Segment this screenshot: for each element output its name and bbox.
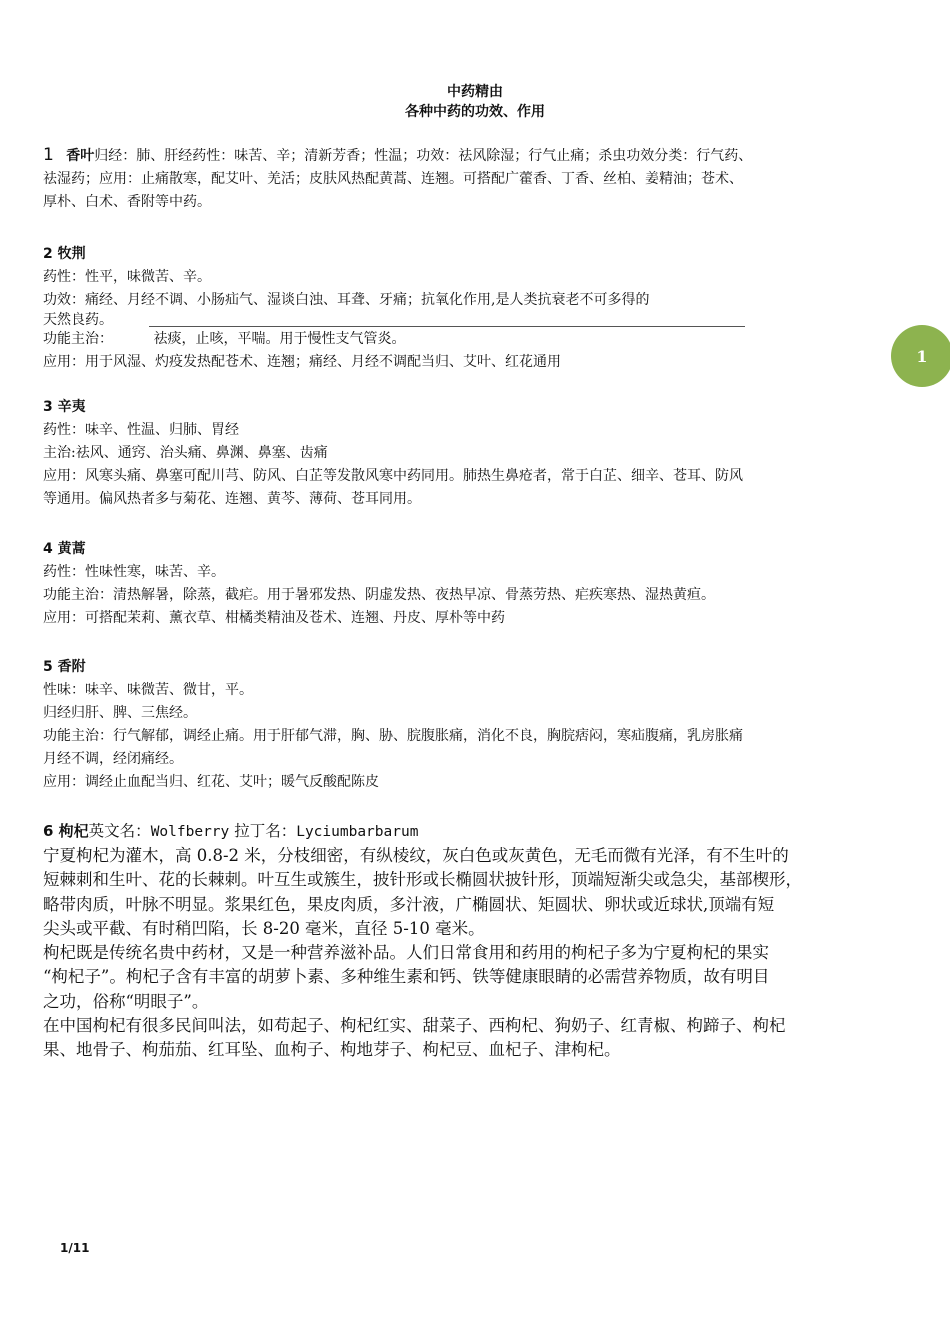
section-xiangye (43, 143, 913, 214)
document-title: 中药精由 (447, 84, 503, 100)
section-text: 应用：风寒头痛、鼻塞可配川芎、防风、白芷等发散风寒中药同用。肺热生鼻疮者，常于白芷、细辛、苍耳、防风 (43, 468, 743, 484)
section-huanghao (43, 538, 913, 630)
section-text: 性味：味辛、味微苦、微甘，平。 (43, 682, 253, 698)
section-text: 之功，俗称“明眼子”。 (43, 991, 209, 1011)
english-name-label: 英文名： (88, 822, 151, 840)
document-subtitle: 各种中药的功效、作用 (405, 104, 545, 120)
section-text: 应用：可搭配茉莉、薰衣草、柑橘类精油及苍术、连翘、丹皮、厚朴等中药 (43, 610, 505, 626)
section-text: 主治:祛风、通窍、治头痛、鼻渊、鼻塞、齿痛 (43, 445, 328, 461)
section-heading: 3 辛夷 (43, 399, 86, 415)
section-text: 枸杞既是传统名贵中药材，又是一种营养滋补品。人们日常食用和药用的枸杞子多为宁夏枸杞的果实 (43, 943, 769, 963)
section-text: 药性：性味性寒，味苦、辛。 (43, 564, 225, 580)
section-heading: 6 枸杞 (43, 822, 89, 840)
latin-name-label: 拉丁名： (234, 822, 297, 840)
section-number: 1 (43, 145, 54, 165)
section-text: 功能主治：行气解郁，调经止痛。用于肝郁气滞，胸、胁、脘腹胀痛，消化不良，胸脘痞闷，寒疝腹痛，乳房胀痛 (43, 728, 743, 744)
section-label: 功能主治： (43, 331, 113, 347)
section-heading: 5 香附 (43, 659, 86, 675)
section-heading: 2 牧荆 (43, 246, 86, 262)
section-text: 果、地骨子、枸茄茄、红耳坠、血枸子、枸地芽子、枸杞豆、血杞子、津枸杞。 (43, 1040, 621, 1060)
section-text: 药性：味辛、性温、归肺、胃经 (43, 422, 239, 438)
section-gouqi (43, 820, 913, 1063)
section-text: 厚朴、白术、香附等中药。 (43, 194, 211, 210)
section-xinyi (43, 396, 913, 511)
section-text: 归经归肝、脾、三焦经。 (43, 705, 197, 721)
section-text: 药性：性平，味微苦、辛。 (43, 269, 211, 285)
underline-rule (149, 326, 745, 327)
section-text: 在中国枸杞有很多民间叫法，如苟起子、枸杞红实、甜菜子、西枸杞、狗奶子、红青椒、枸蹄子、枸杞 (43, 1016, 786, 1036)
section-text: 归经：肺、肝经药性：味苦、辛；清新芳香；性温；功效：祛风除湿；行气止痛；杀虫功效分类：行气药、 (94, 148, 753, 164)
section-text: 应用：用于风湿、灼疫发热配苍术、连翘；痛经、月经不调配当归、艾叶、红花通用 (43, 354, 561, 370)
page-badge: 1 (891, 325, 950, 387)
section-text: 祛痰，止咳，平喘。用于慢性支气管炎。 (153, 331, 406, 347)
page-number: 1/11 (60, 1241, 90, 1255)
section-text: “枸杞子”。枸杞子含有丰富的胡萝卜素、多种维生素和钙、铁等健康眼睛的必需营养物质，故有明目 (43, 967, 770, 987)
section-text: 略带肉质，叶脉不明显。浆果红色，果皮肉质，多汁液，广椭圆状、矩圆状、卵状或近球状,顶端有短 (43, 894, 775, 914)
section-text: 月经不调，经闭痛经。 (43, 751, 183, 767)
section-text: 天然良药。 (43, 312, 113, 328)
section-text: 宁夏枸杞为灌木，高 0.8-2 米，分枝细密，有纵棱纹，灰白色或灰黄色，无毛而微有光泽，有不生叶的 (43, 846, 789, 865)
english-name-value: Wolfberry (150, 824, 230, 840)
section-text: 尖头或平截、有时稍凹陷，长 8-20 毫米，直径 5-10 毫米。 (43, 918, 485, 938)
latin-name-value: Lyciumbarbarum (296, 824, 419, 840)
section-heading: 香叶 (66, 148, 95, 164)
section-mujing (43, 243, 913, 374)
section-text: 等通用。偏风热者多与菊花、连翘、黄芩、薄荷、苍耳同用。 (43, 491, 421, 507)
section-xiangfu (43, 656, 913, 794)
section-text: 功效：痛经、月经不调、小肠疝气、湿谈白浊、耳聋、牙痛；抗氧化作用,是人类抗衰老不可多得的 (43, 292, 650, 308)
section-text: 应用：调经止血配当归、红花、艾叶；暖气反酸配陈皮 (43, 774, 379, 790)
section-heading: 4 黄蒿 (43, 541, 86, 557)
section-text: 功能主治：清热解暑，除蒸，截疟。用于暑邪发热、阴虚发热、夜热早凉、骨蒸劳热、疟疾寒热、湿热黄疸。 (43, 587, 715, 603)
section-text: 短棘刺和生叶、花的长棘刺。叶互生或簇生，披针形或长椭圆状披针形，顶端短渐尖或急尖，基部楔形， (43, 870, 802, 890)
section-text: 祛湿药；应用：止痛散寒，配艾叶、羌活；皮肤风热配黄蒿、连翘。可搭配广藿香、丁香、丝柏、姜精油；苍术、 (43, 171, 743, 187)
